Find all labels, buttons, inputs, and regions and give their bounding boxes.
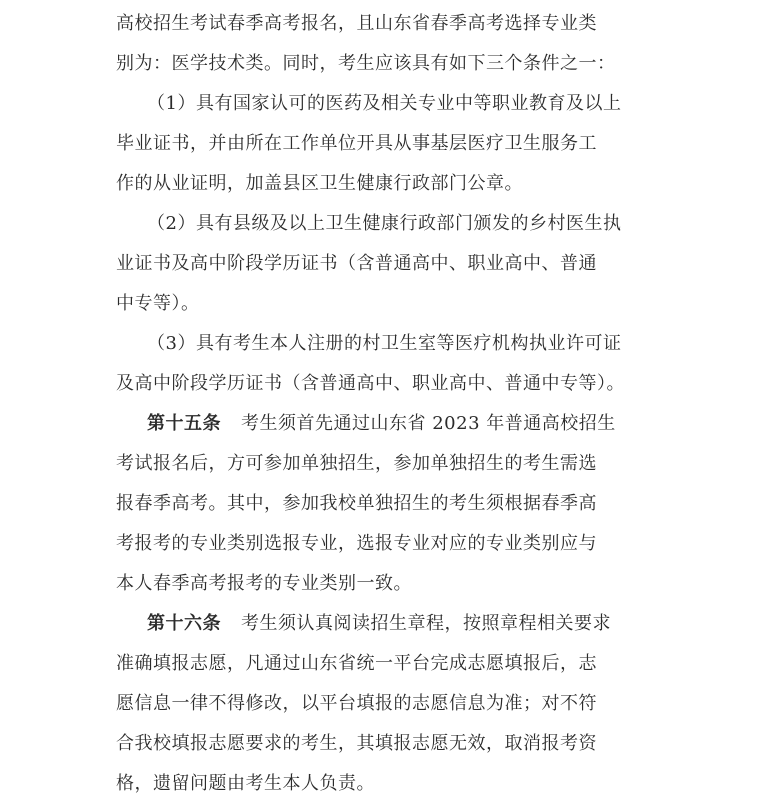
article-16-line-4: 合我校填报志愿要求的考生，其填报志愿无效，取消报考资: [116, 733, 597, 754]
article-15-line-1: [147, 404, 616, 444]
article-15-line-5: 本人春季高考报考的专业类别一致。: [116, 573, 412, 594]
article-16-heading: 第十六条: [147, 613, 221, 634]
article-15-heading: 第十五条: [147, 413, 221, 434]
article-16-text: 考生须认真阅读招生章程，按照章程相关要求: [241, 613, 611, 634]
condition-2-line-1: （2）具有县级及以上卫生健康行政部门颁发的乡村医生执: [147, 213, 622, 234]
intro-line-1: 高校招生考试春季高考报名，且山东省春季高考选择专业类: [116, 13, 597, 34]
condition-3-line-1: （3）具有考生本人注册的村卫生室等医疗机构执业许可证: [147, 333, 622, 354]
article-16-line-2: 准确填报志愿，凡通过山东省统一平台完成志愿填报后，志: [116, 653, 597, 674]
condition-1-line-3: 作的从业证明，加盖县区卫生健康行政部门公章。: [116, 173, 523, 194]
article-15-line-2: 考试报名后，方可参加单独招生，参加单独招生的考生需选: [116, 453, 597, 474]
intro-line-2: 别为：医学技术类。同时，考生应该具有如下三个条件之一：: [116, 53, 616, 74]
condition-3-line-2: 及高中阶段学历证书（含普通高中、职业高中、普通中专等）。: [116, 373, 625, 394]
condition-2-line-2: 业证书及高中阶段学历证书（含普通高中、职业高中、普通: [116, 253, 597, 274]
article-15-line-3: 报春季高考。其中，参加我校单独招生的考生须根据春季高: [116, 493, 597, 514]
article-15-text: 考生须首先通过山东省 2023 年普通高校招生: [241, 413, 616, 434]
condition-2-line-3: 中专等）。: [116, 293, 200, 314]
article-16-line-1: [147, 604, 611, 644]
article-16-line-3: 愿信息一律不得修改，以平台填报的志愿信息为准；对不符: [116, 693, 597, 714]
condition-1-line-1: （1）具有国家认可的医药及相关专业中等职业教育及以上: [147, 93, 622, 114]
article-15-line-4: 考报考的专业类别选报专业，选报专业对应的专业类别应与: [116, 533, 597, 554]
article-16-line-5: 格，遗留问题由考生本人负责。: [116, 773, 375, 794]
condition-1-line-2: 毕业证书，并由所在工作单位开具从事基层医疗卫生服务工: [116, 133, 597, 154]
